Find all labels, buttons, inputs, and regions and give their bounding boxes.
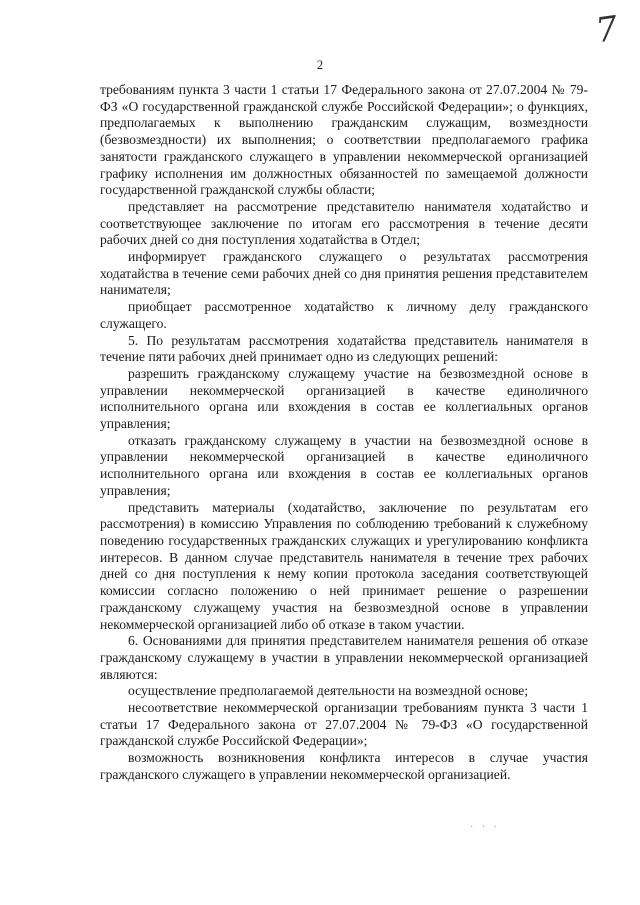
- paragraph-6: разрешить гражданскому служащему участие на безвозмездной основе в управлении некоммерческой организацией в качестве единоличного исполнительного органа или вхождения в состав ее коллегиальных органов управления;: [100, 365, 588, 432]
- paragraph-1: требованиям пункта 3 части 1 статьи 17 Федерального закона от 27.07.2004 № 79-ФЗ «О государственной гражданской службе Российской Федерации»; о функциях, предполагаемых к выполнению гражданским служащим, возмездности (безвозмездности) их выполнения; о соответствии предполагаемого графика занятости гражданского служащего в управлении некоммерческой организацией графику исполнения им должностных обязанностей по замещаемой должности государственной гражданской службы области;: [100, 82, 588, 198]
- paragraph-11: несоответствие некоммерческой организации требованиям пункта 3 части 1 статьи 17 Федерального закона от 27.07.2004 № 79-ФЗ «О государственной гражданской службе Российской Федерации»;: [100, 700, 588, 749]
- paragraph-8: представить материалы (ходатайство, заключение по результатам его рассмотрения) в комиссию Управления по соблюдению требований к служебному поведению государственных гражданских служащих и урегулированию конфликта интересов. В данном случае представитель нанимателя в течение трех рабочих дней со дня поступления к нему копии протокола заседания соответствующей комиссии согласно положению о ней принимает решение о разрешении гражданскому служащему участия на безвозмездной основе в управлении некоммерческой организацией либо об отказе в таком участии.: [100, 499, 588, 632]
- paragraph-9: 6. Основаниями для принятия представителем нанимателя решения об отказе гражданскому служащему в участии в управлении некоммерческой организацией являются:: [100, 633, 588, 682]
- paragraph-3: информирует гражданского служащего о результатах рассмотрения ходатайства в течение семи рабочих дней со дня принятия решения представителем нанимателя;: [100, 249, 588, 298]
- paragraph-2: представляет на рассмотрение представителю нанимателя ходатайство и соответствующее заключение по итогам его рассмотрения в течение десяти рабочих дней со дня поступления ходатайства в Отдел;: [100, 198, 588, 248]
- paragraph-5: 5. По результатам рассмотрения ходатайства представитель нанимателя в течение пяти рабочих дней принимает одно из следующих решений:: [100, 332, 588, 365]
- handwritten-page-number: 7: [593, 8, 621, 52]
- page-number: 2: [316, 58, 324, 72]
- paragraph-12: возможность возникновения конфликта интересов в случае участия гражданского служащего в управлении некоммерческой организацией.: [100, 750, 588, 782]
- document-body: [100, 82, 588, 784]
- paragraph-4: приобщает рассмотренное ходатайство к личному делу гражданского служащего.: [100, 299, 588, 331]
- scan-artifact: · · ·: [470, 822, 500, 833]
- paragraph-10: осуществление предполагаемой деятельности на возмездной основе;: [128, 683, 529, 699]
- paragraph-7: отказать гражданскому служащему в участии на безвозмездной основе в управлении некоммерческой организацией в качестве единоличного исполнительного органа или вхождения в состав ее коллегиальных органов управления;: [100, 432, 588, 498]
